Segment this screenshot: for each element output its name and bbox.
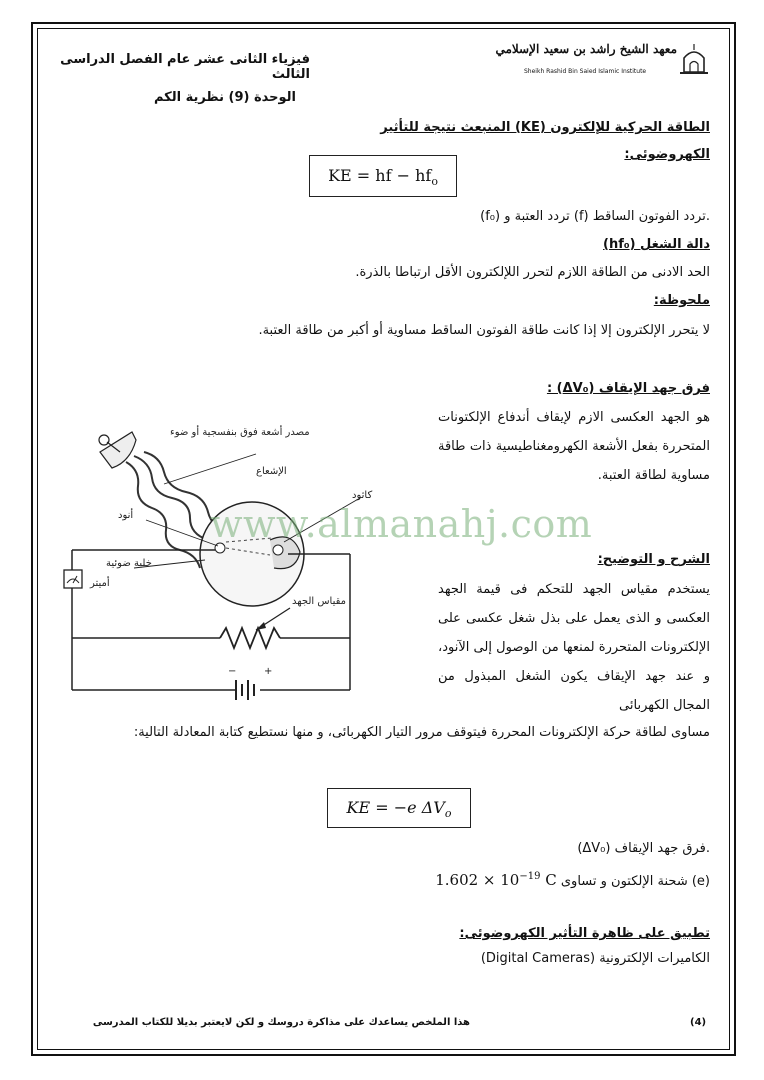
stopping-formula-subscript: o [444, 807, 452, 821]
header-title-line1: فيزياء الثانى عشر عام الفصل الدراسى الثالث [60, 52, 310, 82]
footer-note: هذا الملخص يساعدك على مذاكرة دروسك و لكن لايعتبر بديلا للكتاب المدرسى [92, 1017, 470, 1028]
header-title [50, 52, 310, 105]
cathode-label: كاثود [352, 490, 373, 501]
ke-formula: KE = hf − hf [328, 166, 432, 185]
stopping-potential-heading: فرق جهد الإيقاف (ΔV₀) : [546, 381, 710, 396]
explanation-heading: الشرح و التوضيح: [597, 552, 710, 567]
stopping-potential-def: (ΔV₀) فرق جهد الإيقاف. [577, 841, 710, 856]
stopping-potential-definition: هو الجهد العكسى الازم لإيقاف أندفاع الإلكتونات المتحررة بفعل الأشعة الكهرومغناطيسية ذات طاقة مساوية لطاقة العتبة. [438, 410, 710, 483]
photoelectric-diagram [60, 390, 440, 710]
note-text: لا يتحرر الإلكترون إلا إذا كانت طاقة الفوتون الساقط مساوية أو أكبر من طاقة العتبة. [258, 323, 710, 338]
logo-english-text: Sheikh Rashid Bin Saied Islamic Institute [524, 68, 647, 75]
watermark: www.almanahj.com [210, 502, 593, 546]
application-heading: تطبيق على ظاهرة التأثير الكهروضوئى: [459, 926, 710, 941]
battery-icon [236, 680, 254, 700]
institute-logo [495, 42, 709, 80]
ammeter-label: أميتر [90, 578, 110, 589]
radiation-label: الإشعاع [256, 466, 287, 477]
charge-exponent: −19 [519, 871, 541, 882]
header-title-line2: الوحدة (9) نظرية الكم [153, 90, 296, 105]
battery-minus-label: − [228, 666, 237, 677]
ke-formula-box [309, 155, 457, 197]
anode-label: أنود [118, 510, 134, 521]
source-label: مصدر أشعة فوق بنفسجية أو ضوء [170, 427, 310, 438]
battery-plus-label: + [264, 666, 273, 677]
section1-frequency-line: (f₀) تردد العتبة و (f) تردد الفوتون الساقط. [480, 209, 710, 224]
cell-label: خلية ضوئية [106, 558, 152, 569]
page-number: (4) [690, 1017, 707, 1028]
potentiometer-icon [220, 628, 280, 648]
work-function-text: الحد الادنى من الطاقة اللازم لتحرر اللإلكترون الأقل ارتباطا بالذرة. [355, 265, 710, 280]
potentiometer-label: مقياس الجهد [292, 596, 347, 607]
electron-charge-text: (e) شحنة الإلكتون و تساوى [560, 874, 710, 889]
work-function-heading: دالة الشغل (hf₀) [603, 237, 710, 252]
ke-formula-subscript: o [431, 175, 438, 189]
electron-charge-value [435, 871, 557, 889]
note-heading: ملحوظة: [653, 293, 710, 308]
explanation-text: يستخدم مقياس الجهد للتحكم فى قيمة الجهد العكسى و الذى يعمل على بذل شغل عكسى على الإلكترونات المتحررة لمنعها من الوصول إلى الآنود، و عند جهد الإيقاف يكون الشغل المبذول من المجال الكهربائى [438, 582, 710, 713]
stopping-formula: KE = −e ΔV [346, 798, 445, 817]
logo-arabic-text: معهد الشيخ راشد بن سعيد الإسلامي [495, 42, 677, 56]
charge-mantissa: 1.602 × 10 [435, 871, 520, 889]
section1-heading: الطاقة الحركية للإلكترون (KE) المنبعث نتيجة للتأثير الكهروضوئى: [380, 120, 710, 162]
uv-lamp-icon [99, 432, 136, 468]
electron-charge-line [410, 863, 710, 891]
charge-unit: C [545, 871, 557, 889]
application-text: الكاميرات الإلكترونية (Digital Cameras) [480, 951, 710, 966]
stopping-formula-box [327, 788, 471, 828]
explanation-continued: مساوى لطاقة حركة الإلكترونات المحررة فيتوقف مرور التيار الكهربائى، و منها نستطيع كتابة المعادلة التالية: [133, 725, 710, 740]
